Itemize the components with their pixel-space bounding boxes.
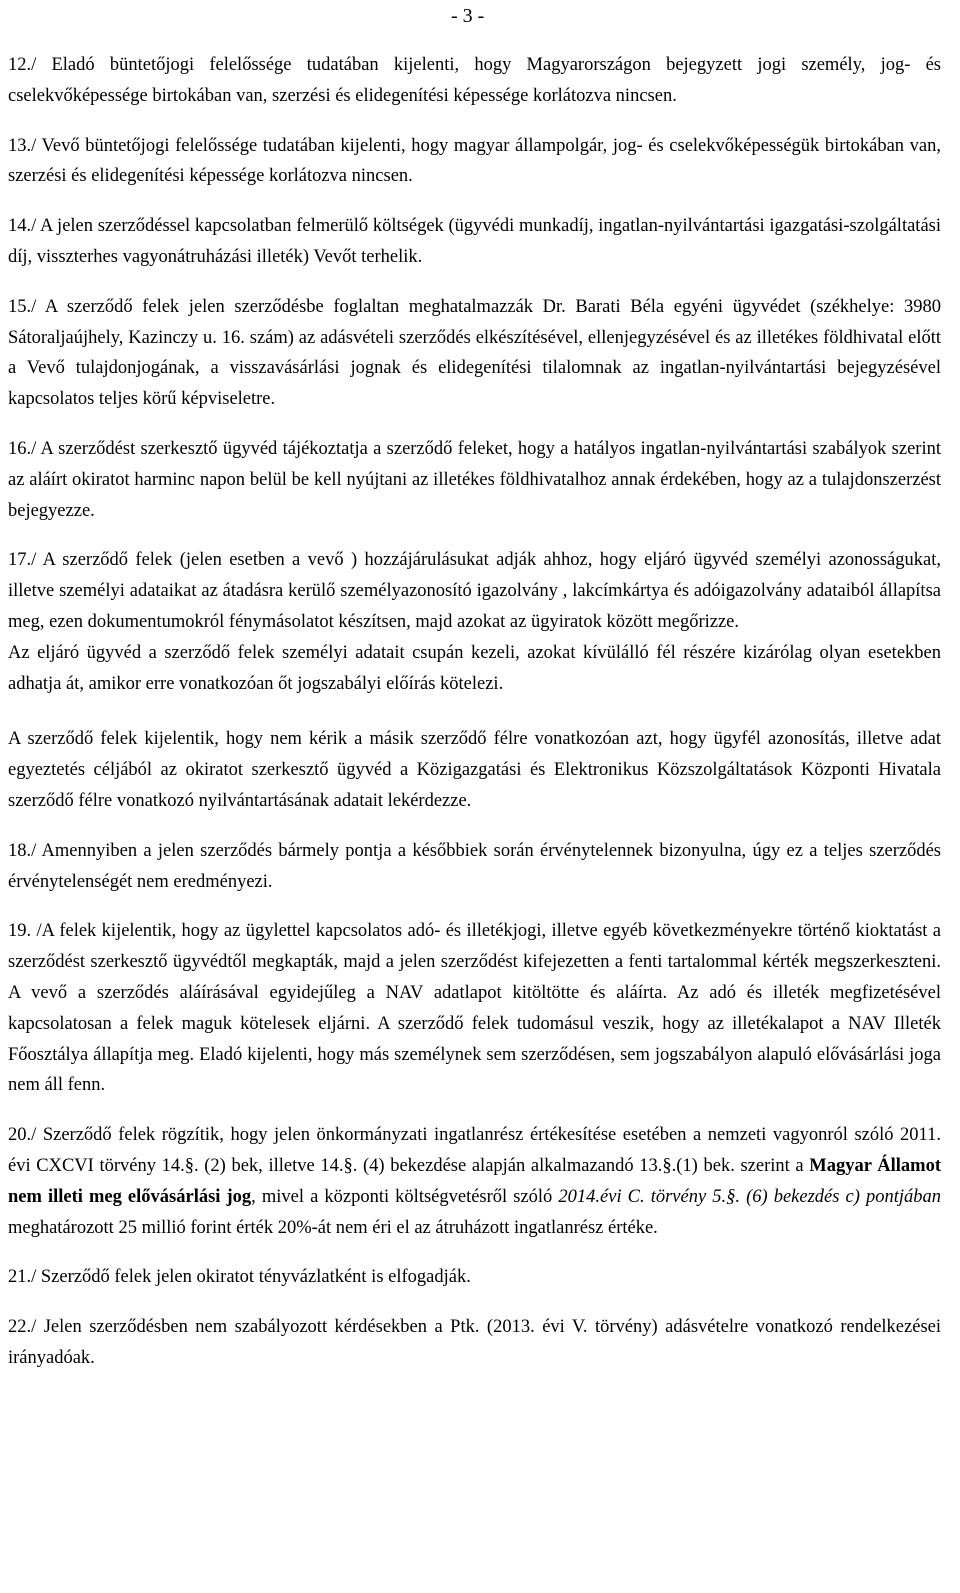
paragraph-20 xyxy=(8,1120,941,1243)
paragraph-20-bold-clause: Magyar Államot nem illeti meg elővásárlási jog xyxy=(8,1155,941,1207)
paragraph-13: 13./ Vevő büntetőjogi felelőssége tudatában kijelenti, hogy magyar állampolgár, jog- és cselekvőképességük birtokában van, szerzési és elidegenítési képessége korlátozva nincsen. xyxy=(8,135,941,187)
paragraph-21: 21./ Szerződő felek jelen okiratot tényvázlatként is elfogadják. xyxy=(8,1267,471,1288)
paragraph-17-data-handling: Az eljáró ügyvéd a szerződő felek személyi adatait csupán kezeli, azokat kívülálló fél részére kizárólag olyan esetekben adhatja át, amikor erre vonatkozóan őt jogszabályi előírás kötelezi. xyxy=(8,642,941,694)
paragraph-12: 12./ Eladó büntetőjogi felelőssége tudatában kijelenti, hogy Magyarországon bejegyzett jogi személy, jog- és cselekvőképessége birtokában van, szerzési és elidegenítési képessége korlátozva nincsen. xyxy=(8,55,941,106)
paragraph-20-middle: , mivel a központi költségvetésről szóló xyxy=(251,1186,559,1207)
paragraph-20-italic-reference: 2014.évi C. törvény 5.§. (6) bekezdés c) pontjában xyxy=(558,1186,942,1207)
page-number: - 3 - xyxy=(451,5,485,27)
paragraph-22: 22./ Jelen szerződésben nem szabályozott kérdésekben a Ptk. (2013. évi V. törvény) adásvételre vonatkozó rendelkezései irányadóak. xyxy=(8,1317,941,1368)
paragraph-14: 14./ A jelen szerződéssel kapcsolatban felmerülő költségek (ügyvédi munkadíj, ingatlan-nyilvántartási igazgatási-szolgáltatási díj, visszterhes vagyonátruházási illeték) Vevőt terhelik. xyxy=(8,216,941,267)
paragraph-20-intro: 20./ Szerződő felek rögzítik, hogy jelen önkormányzati ingatlanrész értékesítése esetében a nemzeti vagyonról szóló 2011. évi CXCVI törvény 14.§. (2) bek, illetve 14.§. (4) bekezdése alapján alkalmazandó 13.§.(1) bek. szerint a xyxy=(8,1125,941,1176)
document-body xyxy=(8,50,941,1374)
paragraph-19: 19. /A felek kijelentik, hogy az ügylettel kapcsolatos adó- és illetékjogi, illetve egyéb következményekre történő kioktatást a szerződést szerkesztő ügyvédtől megkapták, majd a jelen szerződést kifejezetten a fenti tartalommal kérték megszerkeszteni. A vevő a szerződés aláírásával egyidejűleg a NAV adatlapot kitöltötte és aláírta. Az adó és illeték megfizetésével kapcsolatosan a felek maguk kötelesek eljárni. A szerződő felek tudomásul veszik, hogy az illetékalapot a NAV Illeték Főosztálya állapítja meg. Eladó kijelenti, hogy más személynek sem szerződésen, sem jogszabályon alapuló elővásárlási joga nem áll fenn. xyxy=(8,921,941,1096)
paragraph-17: 17./ A szerződő felek (jelen esetben a vevő ) hozzájárulásukat adják ahhoz, hogy eljáró ügyvéd személyi azonosságukat, illetve személyi adataikat az átadásra kerülő személyazonosító igazolvány , lakcímkártya és adóigazolvány adataiból állapítsa meg, ezen dokumentumokról fénymásolatot készítsen, majd azokat az ügyiratok között megőrizze. xyxy=(8,550,941,632)
paragraph-16: 16./ A szerződést szerkesztő ügyvéd tájékoztatja a szerződő feleket, hogy a hatályos ingatlan-nyilvántartási szabályok szerint az aláírt okiratot harminc napon belül be kell nyújtani az illetékes földhivatalhoz annak érdekében, hogy az a tulajdonszerzést bejegyezze. xyxy=(8,438,941,521)
paragraph-18: 18./ Amennyiben a jelen szerződés bármely pontja a későbbiek során érvénytelennek bizonyulna, úgy ez a teljes szerződés érvénytelenségét nem eredményezi. xyxy=(8,840,941,892)
paragraph-20-end: meghatározott 25 millió forint érték 20%-át nem éri el az átruházott ingatlanrész értéke. xyxy=(8,1217,658,1238)
paragraph-15: 15./ A szerződő felek jelen szerződésbe foglaltan meghatalmazzák Dr. Barati Béla egyéni ügyvédet (székhelye: 3980 Sátoraljaújhely, Kazinczy u. 16. szám) az adásvételi szerződés elkészítésével, ellenjegyzésével és az illetékes földhivatal előtt a Vevő tulajdonjogának, a visszavásárlási jognak és elidegenítési tilalomnak az ingatlan-nyilvántartási bejegyzésével kapcsolatos teljes körű képviseletre. xyxy=(8,296,941,410)
paragraph-17-identification: A szerződő felek kijelentik, hogy nem kérik a másik szerződő félre vonatkozóan azt, hogy ügyfél azonosítás, illetve adat egyeztetés céljából az okiratot szerkesztő ügyvéd a Közigazgatási és Elektronikus Közszolgáltatások Központi Hivatala szerződő félre vonatkozó nyilvántartásának adatait lekérdezze. xyxy=(8,729,941,811)
